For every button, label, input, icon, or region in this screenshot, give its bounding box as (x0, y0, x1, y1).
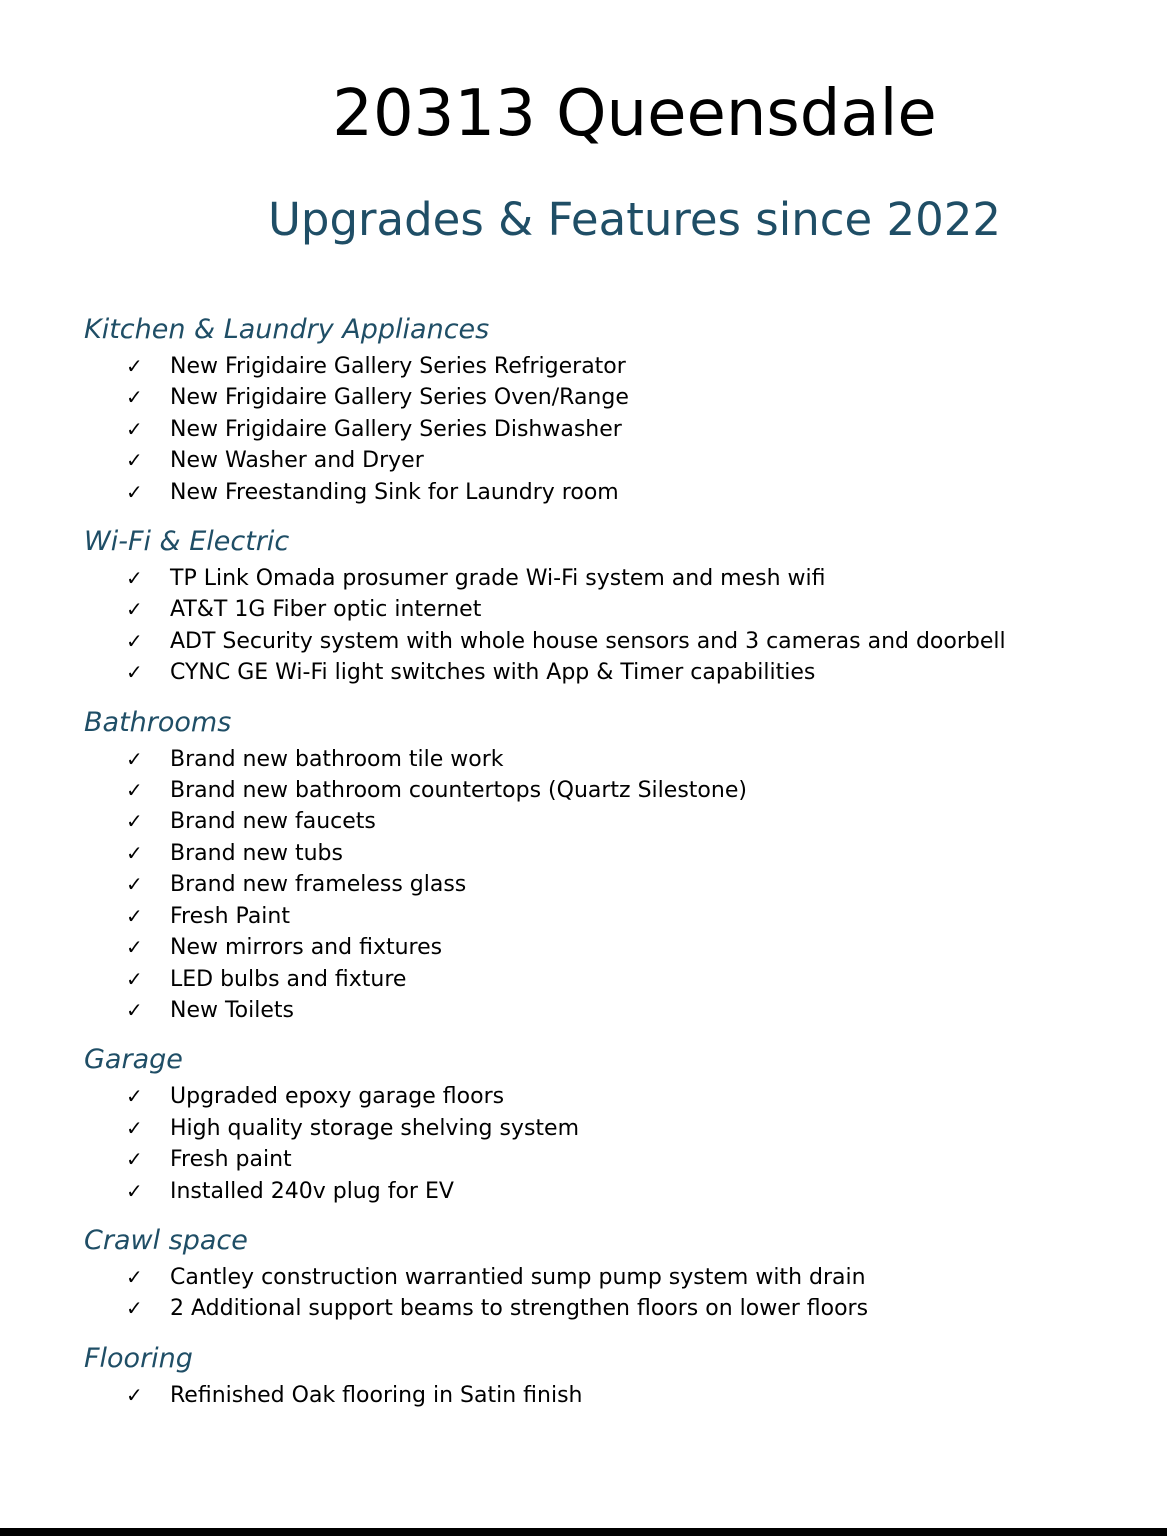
section-heading: Garage (84, 1044, 183, 1076)
list-item (84, 1081, 1154, 1112)
list-item-text: Installed 240v plug for EV (170, 1178, 454, 1204)
list-item-text: New Frigidaire Gallery Series Dishwasher (170, 416, 622, 442)
section-heading: Kitchen & Laundry Appliances (84, 314, 490, 345)
feature-list (84, 1081, 1154, 1207)
list-item (84, 626, 1154, 657)
list-item-text: Fresh paint (170, 1147, 292, 1173)
check-icon: ✓ (126, 966, 143, 991)
list-item (84, 563, 1154, 594)
list-item-text: AT&T 1G Fiber optic internet (170, 597, 482, 623)
list-item (84, 1293, 1154, 1324)
check-icon: ✓ (126, 354, 143, 378)
check-icon: ✓ (126, 1296, 143, 1321)
list-item-text: Brand new tubs (170, 840, 343, 866)
list-item-text: LED bulbs and fixture (170, 966, 407, 992)
list-item-text: 2 Additional support beams to strengthen floors on lower floors (170, 1296, 869, 1322)
list-item (84, 594, 1154, 625)
list-item (84, 414, 1154, 445)
list-item (84, 1113, 1154, 1144)
feature-list (84, 1380, 1154, 1411)
list-item-text: Refinished Oak flooring in Satin finish (170, 1382, 583, 1408)
section-heading: Crawl space (84, 1224, 248, 1256)
list-item-text: New Freestanding Sink for Laundry room (170, 479, 619, 505)
list-item (84, 806, 1154, 837)
list-item-text: Brand new frameless glass (170, 872, 467, 898)
check-icon: ✓ (126, 628, 143, 653)
check-icon: ✓ (126, 1382, 143, 1407)
check-icon: ✓ (126, 809, 143, 834)
list-item (84, 838, 1154, 869)
list-item-text: Brand new bathroom countertops (Quartz Silestone) (170, 778, 747, 804)
check-icon: ✓ (126, 416, 143, 441)
feature-section (84, 524, 1154, 689)
check-icon: ✓ (126, 840, 143, 865)
check-icon: ✓ (126, 935, 143, 960)
list-item-text: New Washer and Dryer (170, 448, 424, 474)
list-item-text: CYNC GE Wi-Fi light switches with App & Timer capabilities (170, 660, 816, 686)
list-item (84, 932, 1154, 963)
list-item (84, 775, 1154, 806)
list-item-text: Brand new faucets (170, 809, 376, 835)
section-heading: Wi-Fi & Electric (84, 526, 290, 558)
list-item (84, 1144, 1154, 1175)
list-item-text: Brand new bathroom tile work (170, 746, 504, 772)
feature-list (84, 351, 1154, 508)
list-item-text: Cantley construction warrantied sump pump system with drain (170, 1264, 866, 1290)
check-icon: ✓ (126, 997, 143, 1022)
feature-section (84, 1042, 1154, 1207)
list-item-text: New Frigidaire Gallery Series Refrigerator (170, 354, 626, 379)
check-icon: ✓ (126, 597, 143, 622)
check-icon: ✓ (126, 566, 143, 591)
feature-section (84, 705, 1154, 1027)
list-item (84, 1262, 1154, 1293)
list-item (84, 744, 1154, 775)
check-icon: ✓ (126, 1178, 143, 1203)
check-icon: ✓ (126, 903, 143, 928)
list-item (84, 445, 1154, 476)
features-sections (84, 312, 1154, 1427)
section-heading: Flooring (84, 1342, 193, 1374)
check-icon: ✓ (126, 479, 143, 504)
check-icon: ✓ (126, 660, 143, 685)
list-item (84, 382, 1154, 413)
check-icon: ✓ (126, 448, 143, 473)
list-item-text: New Frigidaire Gallery Series Oven/Range (170, 385, 629, 411)
check-icon: ✓ (126, 778, 143, 803)
list-item-text: TP Link Omada prosumer grade Wi-Fi system and mesh wifi (170, 566, 826, 592)
list-item (84, 964, 1154, 995)
section-heading: Bathrooms (84, 706, 232, 738)
list-item (84, 477, 1154, 508)
check-icon: ✓ (126, 1115, 143, 1140)
list-item-text: High quality storage shelving system (170, 1115, 579, 1141)
list-item-text: ADT Security system with whole house sensors and 3 cameras and doorbell (170, 628, 1006, 654)
feature-list (84, 1262, 1154, 1325)
list-item (84, 351, 1154, 382)
feature-list (84, 744, 1154, 1027)
list-item-text: Fresh Paint (170, 903, 290, 929)
feature-list (84, 563, 1154, 689)
check-icon: ✓ (126, 746, 143, 771)
list-item (84, 869, 1154, 900)
feature-section (84, 1341, 1154, 1411)
page-title: 20313 Queensdale (332, 77, 937, 151)
list-item (84, 1176, 1154, 1207)
check-icon: ✓ (126, 1264, 143, 1289)
feature-section (84, 312, 1154, 508)
list-item-text: Upgraded epoxy garage floors (170, 1084, 505, 1110)
list-item-text: New mirrors and fixtures (170, 935, 443, 961)
bottom-rule (0, 1528, 1167, 1536)
page-subtitle: Upgrades & Features since 2022 (267, 193, 1002, 246)
feature-section (84, 1223, 1154, 1325)
check-icon: ✓ (126, 385, 143, 410)
list-item (84, 995, 1154, 1026)
list-item (84, 1380, 1154, 1411)
list-item (84, 657, 1154, 688)
list-item (84, 901, 1154, 932)
list-item-text: New Toilets (170, 997, 294, 1023)
check-icon: ✓ (126, 1084, 143, 1109)
check-icon: ✓ (126, 1147, 143, 1172)
check-icon: ✓ (126, 872, 143, 897)
